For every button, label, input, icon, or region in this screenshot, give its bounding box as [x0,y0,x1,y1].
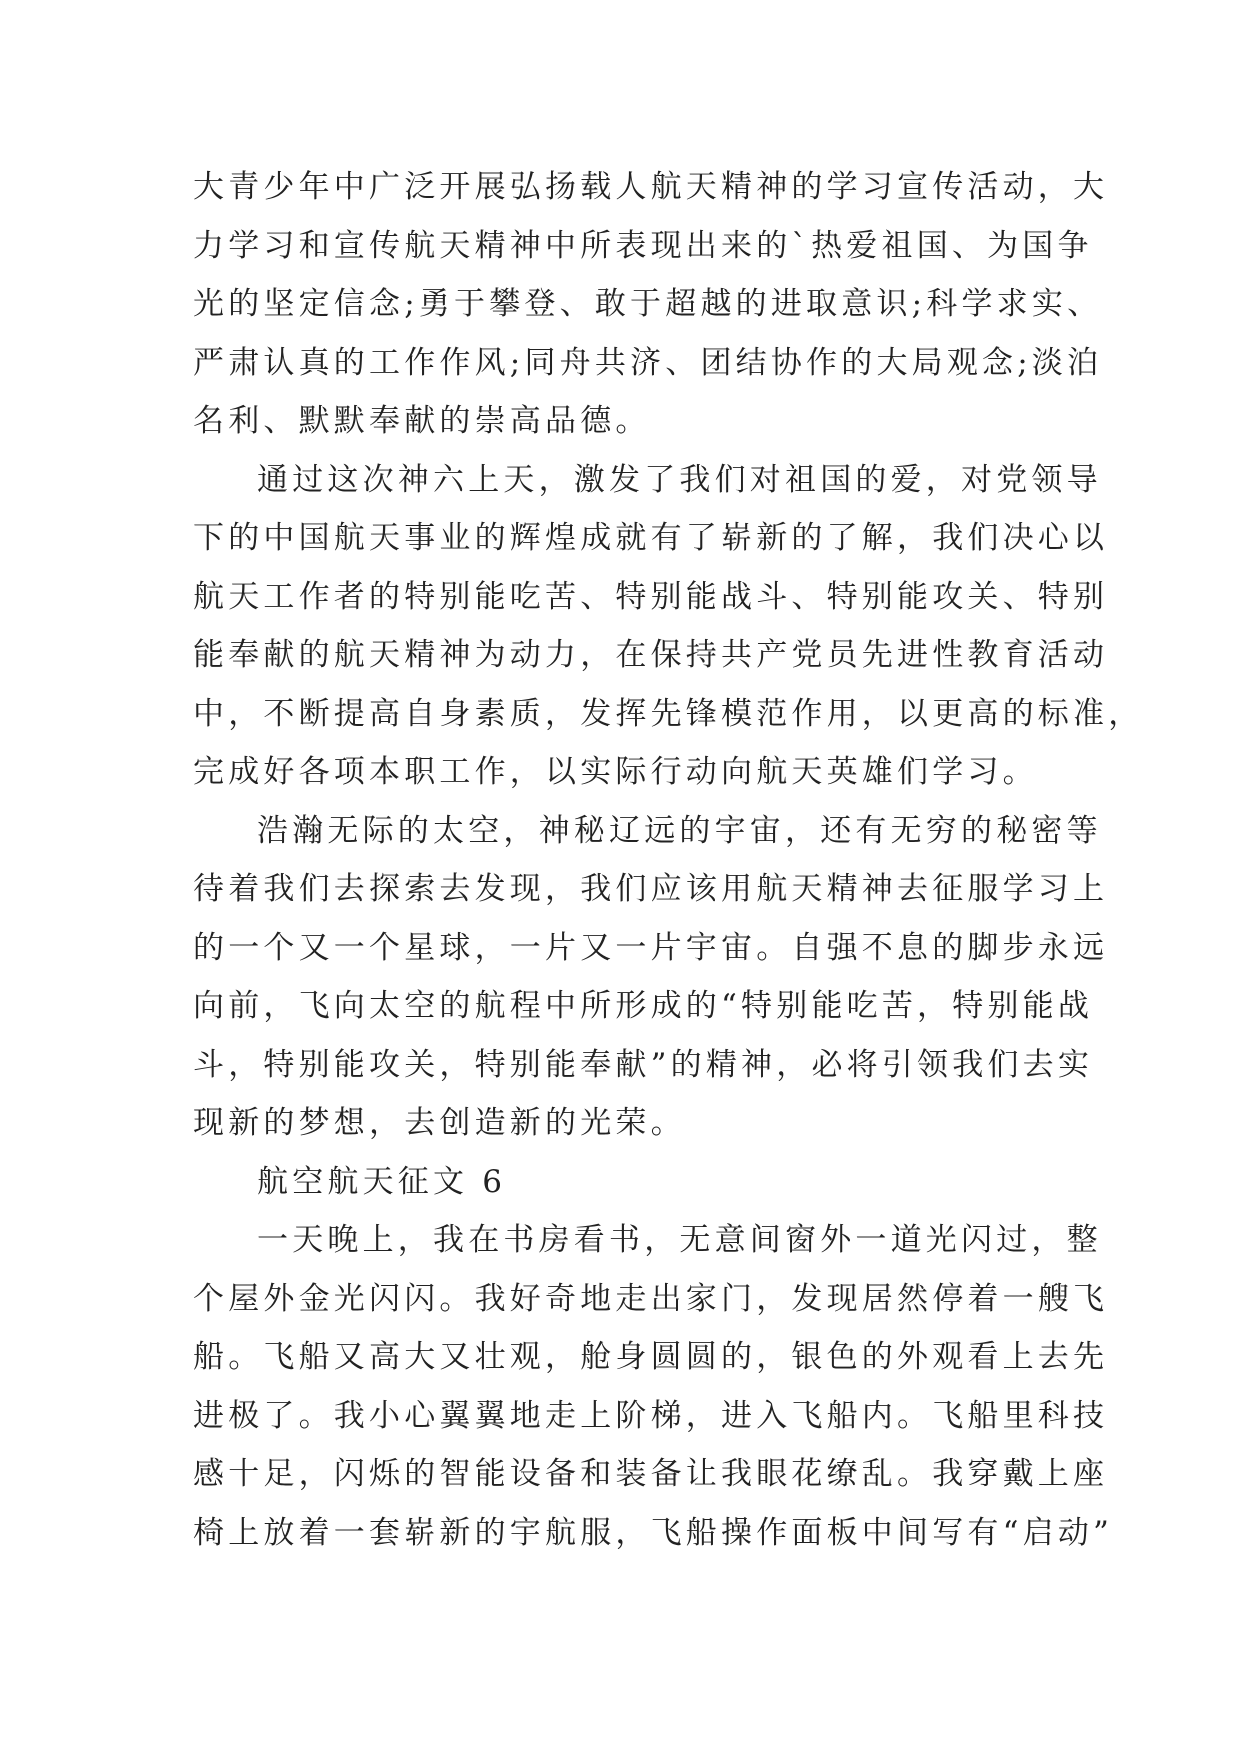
text-line: 船。飞船又高大又壮观，舱身圆圆的，银色的外观看上去先 [193,1339,1109,1375]
text-line: 的一个又一个星球，一片又一片宇宙。自强不息的脚步永远 [193,929,1109,966]
text-line: 感十足，闪烁的智能设备和装备让我眼花缭乱。我穿戴上座 [193,1456,1109,1492]
paragraph-start-line: 通过这次神六上天，激发了我们对祖国的爱，对党领导 [257,461,1102,498]
text-line: 严肃认真的工作作风;同舟共济、团结协作的大局观念;淡泊 [193,344,1103,381]
text-line: 个屋外金光闪闪。我好奇地走出家门，发现居然停着一艘飞 [193,1280,1109,1317]
text-line: 下的中国航天事业的辉煌成就有了崭新的了解，我们决心以 [193,520,1109,556]
text-line: 力学习和宣传航天精神中所表现出来的`热爱祖国、为国争 [193,227,1093,264]
paragraph-start-line: 一天晚上，我在书房看书，无意间窗外一道光闪过，整 [257,1222,1102,1258]
text-line: 椅上放着一套崭新的宇航服，飞船操作面板中间写有“启动” [193,1514,1114,1551]
text-line: 光的坚定信念;勇于攀登、敢于超越的进取意识;科学求实、 [193,286,1103,322]
text-line: 向前，飞向太空的航程中所形成的“特别能吃苦，特别能战 [193,988,1094,1024]
text-line: 现新的梦想，去创造新的光荣。 [193,1105,686,1141]
text-line: 完成好各项本职工作，以实际行动向航天英雄们学习。 [193,754,1038,790]
text-line: 中，不断提高自身素质，发挥先锋模范作用，以更高的标准， [193,695,1144,732]
text-line: 大青少年中广泛开展弘扬载人航天精神的学习宣传活动，大 [193,169,1109,205]
text-line: 待着我们去探索去发现，我们应该用航天精神去征服学习上 [193,871,1109,907]
document-body [193,158,1144,1562]
text-line: 斗，特别能攻关，特别能奉献”的精神，必将引领我们去实 [193,1046,1094,1083]
text-line: 航天工作者的特别能吃苦、特别能战斗、特别能攻关、特别 [193,578,1109,615]
text-line: 名利、默默奉献的崇高品德。 [193,403,651,439]
text-line: 能奉献的航天精神为动力，在保持共产党员先进性教育活动 [193,637,1109,673]
text-line: 进极了。我小心翼翼地走上阶梯，进入飞船内。飞船里科技 [193,1397,1109,1434]
paragraph-start-line: 浩瀚无际的太空，神秘辽远的宇宙，还有无穷的秘密等 [257,812,1102,849]
section-heading: 航空航天征文 6 [257,1163,507,1200]
